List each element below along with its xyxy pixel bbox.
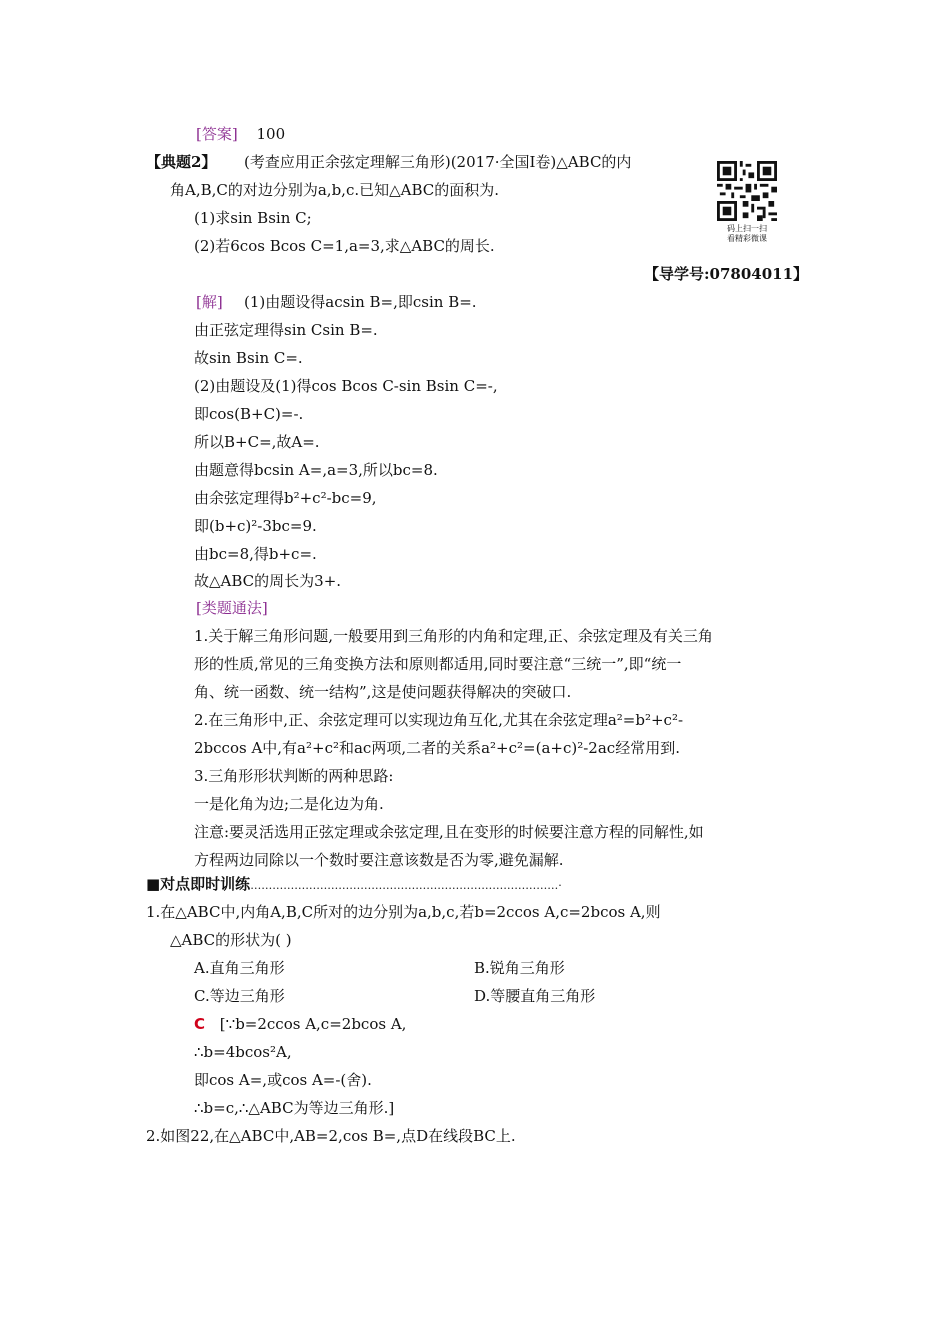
solution-line: (2)由题设及(1)得cos Bcos C-sin Bsin C=-,: [194, 377, 498, 395]
training-dots: …………………………………………………………………………·: [250, 879, 562, 892]
solution-line: 故sin Bsin C=.: [194, 349, 303, 367]
guide-number: 【导学号:07804011】: [644, 265, 809, 283]
option-c: C.等边三角形: [194, 987, 285, 1005]
example-line-1: (考查应用正余弦定理解三角形)(2017·全国Ⅰ卷)△ABC的内: [244, 153, 632, 171]
method-line: 方程两边同除以一个数时要注意该数是否为零,避免漏解.: [194, 851, 564, 869]
training-heading: ■对点即时训练: [146, 875, 251, 893]
solution-line: (1)由题设得acsin B=,即csin B=.: [244, 293, 477, 311]
exercise-1-explain: [∵b=2ccos A,c=2bcos A,: [219, 1015, 407, 1033]
exercise-1-line-2: △ABC的形状为( ): [170, 931, 292, 949]
answer-label: [答案]: [196, 125, 238, 143]
qr-caption-line-1: 码上扫一扫: [727, 224, 767, 233]
exercise-2-line-1: 2.如图22,在△ABC中,AB=2,cos B=,点D在线段BC上.: [146, 1127, 516, 1145]
qr-caption: [712, 224, 782, 244]
method-line: 形的性质,常见的三角变换方法和原则都适用,同时要注意“三统一”,即“统一: [194, 655, 682, 673]
exercise-1-answer-row: [194, 1014, 406, 1034]
solution-line: 由bc=8,得b+c=.: [194, 545, 317, 563]
solution-line: 即(b+c)²-3bc=9.: [194, 517, 317, 535]
qr-code-icon[interactable]: [717, 161, 777, 221]
exercise-1-explain: ∴b=4bcos²A,: [194, 1043, 292, 1061]
question-1: (1)求sin Bsin C;: [194, 209, 312, 227]
solution-line: 由正弦定理得sin Csin B=.: [194, 321, 378, 339]
method-line: 注意:要灵活选用正弦定理或余弦定理,且在变形的时候要注意方程的同解性,如: [194, 823, 704, 841]
qr-caption-line-2: 看精彩微课: [727, 234, 767, 243]
training-heading-row: [146, 874, 562, 896]
method-line: 3.三角形形状判断的两种思路:: [194, 767, 394, 785]
answer-row: [196, 124, 285, 144]
method-line: 角、统一函数、统一结构”,这是使问题获得解决的突破口.: [194, 683, 572, 701]
example-label: 【典题2】: [146, 153, 217, 171]
solution-line: 由余弦定理得b²+c²-bc=9,: [194, 489, 377, 507]
example-line-2: 角A,B,C的对边分别为a,b,c.已知△ABC的面积为.: [170, 181, 500, 199]
option-a: A.直角三角形: [194, 959, 285, 977]
solution-line: 即cos(B+C)=-.: [194, 405, 304, 423]
exercise-1-answer: C: [194, 1015, 206, 1033]
solution-line: 由题意得bcsin A=,a=3,所以bc=8.: [194, 461, 438, 479]
solution-line: 故△ABC的周长为3+.: [194, 572, 342, 590]
option-b: B.锐角三角形: [474, 959, 565, 977]
exercise-1-line-1: 1.在△ABC中,内角A,B,C所对的边分别为a,b,c,若b=2ccos A,c=2bcos A,则: [146, 903, 661, 921]
method-line: 一是化角为边;二是化边为角.: [194, 795, 384, 813]
solution-line: 所以B+C=,故A=.: [194, 433, 320, 451]
solution-label: [解]: [196, 293, 223, 311]
method-line: 2bccos A中,有a²+c²和ac两项,二者的关系a²+c²=(a+c)²-2ac经常用到.: [194, 739, 680, 757]
question-2: (2)若6cos Bcos C=1,a=3,求△ABC的周长.: [194, 237, 495, 255]
exercise-1-explain: 即cos A=,或cos A=-(舍).: [194, 1071, 372, 1089]
option-d: D.等腰直角三角形: [474, 987, 596, 1005]
method-line: 2.在三角形中,正、余弦定理可以实现边角互化,尤其在余弦定理a²=b²+c²-: [194, 711, 684, 729]
answer-value: 100: [256, 125, 286, 143]
method-label: [类题通法]: [196, 599, 268, 617]
exercise-1-explain: ∴b=c,∴△ABC为等边三角形.]: [194, 1099, 395, 1117]
method-line: 1.关于解三角形问题,一般要用到三角形的内角和定理,正、余弦定理及有关三角: [194, 627, 713, 645]
